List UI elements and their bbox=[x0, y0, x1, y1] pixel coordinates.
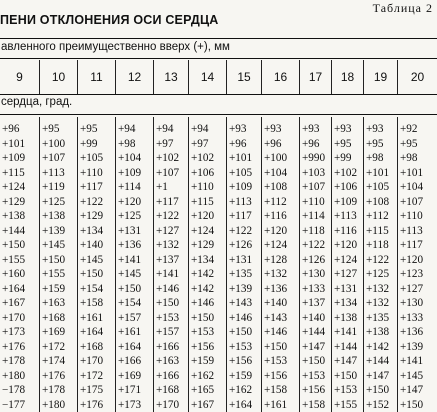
table-cell: +155 bbox=[332, 398, 363, 412]
table-cell: +165 bbox=[189, 383, 226, 398]
table-cell: +93 bbox=[364, 122, 397, 137]
table-cell: +169 bbox=[40, 325, 77, 340]
table-cell: +167 bbox=[189, 398, 226, 412]
table-cell: +158 bbox=[262, 383, 299, 398]
table-cell: +102 bbox=[154, 151, 188, 166]
table-cell: +157 bbox=[116, 311, 153, 326]
table-cell: +103 bbox=[300, 166, 331, 181]
table-cell: +150 bbox=[78, 267, 115, 282]
table-cell: +96 bbox=[300, 137, 331, 152]
table-cell: +155 bbox=[40, 267, 77, 282]
table-cell: +156 bbox=[300, 383, 331, 398]
table-cell: +129 bbox=[189, 238, 226, 253]
column-header: 16 bbox=[261, 60, 299, 94]
table-cell: +150 bbox=[262, 340, 299, 355]
table-cell: +113 bbox=[398, 224, 437, 239]
table-cell: +110 bbox=[189, 180, 226, 195]
table-cell: +170 bbox=[0, 311, 39, 326]
table-cell: +125 bbox=[116, 209, 153, 224]
table-cell: +172 bbox=[78, 369, 115, 384]
table-cell: +166 bbox=[154, 369, 188, 384]
header-bottom-rule bbox=[0, 94, 437, 95]
table-cell: +120 bbox=[189, 209, 226, 224]
table-cell: +116 bbox=[332, 224, 363, 239]
table-cell: +135 bbox=[227, 267, 261, 282]
table-cell: +107 bbox=[300, 180, 331, 195]
table-cell: +105 bbox=[78, 151, 115, 166]
table-cell: +153 bbox=[227, 340, 261, 355]
table-cell: +101 bbox=[364, 166, 397, 181]
table-cell: +126 bbox=[300, 253, 331, 268]
table-cell: +153 bbox=[300, 369, 331, 384]
body-top-rule bbox=[0, 114, 437, 115]
column-header: 15 bbox=[226, 60, 261, 94]
table-cell: +108 bbox=[364, 195, 397, 210]
table-cell: +175 bbox=[78, 383, 115, 398]
column-header: 13 bbox=[153, 60, 188, 94]
column-header: 19 bbox=[363, 60, 397, 94]
table-cell: +122 bbox=[364, 253, 397, 268]
table-cell: +139 bbox=[227, 282, 261, 297]
table-cell: +107 bbox=[398, 195, 437, 210]
table-cell: +107 bbox=[154, 166, 188, 181]
table-cell: +96 bbox=[262, 137, 299, 152]
table-cell: +170 bbox=[78, 354, 115, 369]
table-cell: +104 bbox=[262, 166, 299, 181]
table-cell: +130 bbox=[398, 296, 437, 311]
table-cell: +145 bbox=[398, 369, 437, 384]
table-cell: +137 bbox=[300, 296, 331, 311]
table-cell: +144 bbox=[0, 224, 39, 239]
table-cell: +178 bbox=[40, 383, 77, 398]
table-column bbox=[115, 117, 153, 412]
table-column bbox=[299, 117, 331, 412]
table-cell: +156 bbox=[262, 369, 299, 384]
angle-heading: сердца, град. bbox=[1, 96, 72, 108]
table-cell: +134 bbox=[332, 296, 363, 311]
table-cell: +99 bbox=[332, 151, 363, 166]
table-cell: +176 bbox=[40, 369, 77, 384]
table-cell: +119 bbox=[40, 180, 77, 195]
table-cell: +164 bbox=[0, 282, 39, 297]
table-cell: +129 bbox=[78, 209, 115, 224]
table-cell: +92 bbox=[398, 122, 437, 137]
table-cell: +990 bbox=[300, 151, 331, 166]
table-cell: +150 bbox=[398, 398, 437, 412]
table-cell: +132 bbox=[154, 238, 188, 253]
table-cell: +144 bbox=[300, 325, 331, 340]
table-cell: +145 bbox=[40, 238, 77, 253]
table-cell: +122 bbox=[154, 209, 188, 224]
table-column bbox=[39, 117, 77, 412]
table-cell: +153 bbox=[154, 311, 188, 326]
table-cell: +154 bbox=[78, 282, 115, 297]
table-cell: +150 bbox=[154, 296, 188, 311]
table-cell: +124 bbox=[262, 238, 299, 253]
table-cell: +120 bbox=[332, 238, 363, 253]
table-cell: +140 bbox=[78, 238, 115, 253]
table-cell: +171 bbox=[116, 383, 153, 398]
table-cell: +117 bbox=[227, 209, 261, 224]
table-cell: +166 bbox=[154, 340, 188, 355]
table-cell: +147 bbox=[300, 340, 331, 355]
table-cell: +127 bbox=[154, 224, 188, 239]
table-cell: +122 bbox=[300, 238, 331, 253]
table-cell: +138 bbox=[40, 209, 77, 224]
column-header: 18 bbox=[331, 60, 363, 94]
table-cell: +100 bbox=[262, 151, 299, 166]
table-cell: +125 bbox=[40, 195, 77, 210]
table-cell: +139 bbox=[398, 340, 437, 355]
table-cell: +114 bbox=[116, 180, 153, 195]
table-cell: +172 bbox=[40, 340, 77, 355]
table-cell: +112 bbox=[262, 195, 299, 210]
table-cell: +102 bbox=[332, 166, 363, 181]
table-cell: +145 bbox=[78, 253, 115, 268]
table-cell: +153 bbox=[332, 383, 363, 398]
table-cell: +118 bbox=[364, 238, 397, 253]
table-number-label: Таблица 2 bbox=[373, 1, 433, 16]
column-header: 20 bbox=[397, 60, 437, 94]
table-cell: +127 bbox=[398, 282, 437, 297]
table-cell: +110 bbox=[300, 195, 331, 210]
table-column bbox=[226, 117, 261, 412]
table-cell: +94 bbox=[189, 122, 226, 137]
table-cell: +113 bbox=[40, 166, 77, 181]
table-cell: +139 bbox=[40, 224, 77, 239]
table-column bbox=[153, 117, 188, 412]
table-cell: +150 bbox=[116, 282, 153, 297]
table-cell: +120 bbox=[262, 224, 299, 239]
table-cell: +173 bbox=[116, 398, 153, 412]
table-cell: +95 bbox=[78, 122, 115, 137]
table-cell: +143 bbox=[227, 296, 261, 311]
table-cell: +146 bbox=[262, 325, 299, 340]
table-cell: +110 bbox=[398, 209, 437, 224]
table-column bbox=[363, 117, 397, 412]
table-cell: +98 bbox=[398, 151, 437, 166]
table-cell: +136 bbox=[398, 325, 437, 340]
table-cell: +96 bbox=[0, 122, 39, 137]
table-cell: +117 bbox=[78, 180, 115, 195]
table-cell: +97 bbox=[189, 137, 226, 152]
table-cell: +178 bbox=[0, 354, 39, 369]
table-cell: +114 bbox=[300, 209, 331, 224]
table-cell: +142 bbox=[364, 340, 397, 355]
table-cell: +133 bbox=[300, 282, 331, 297]
table-cell: +161 bbox=[116, 325, 153, 340]
table-cell: +131 bbox=[332, 282, 363, 297]
table-cell: +125 bbox=[364, 267, 397, 282]
table-cell: +137 bbox=[154, 253, 188, 268]
table-cell: +146 bbox=[189, 296, 226, 311]
table-cell: +124 bbox=[332, 253, 363, 268]
table-column bbox=[331, 117, 363, 412]
table-cell: +156 bbox=[189, 340, 226, 355]
column-header-row bbox=[0, 60, 437, 94]
table-cell: +1 bbox=[154, 180, 188, 195]
table-cell: +95 bbox=[398, 137, 437, 152]
table-cell: +101 bbox=[398, 166, 437, 181]
table-cell: +98 bbox=[116, 137, 153, 152]
table-cell: +170 bbox=[154, 398, 188, 412]
table-cell: +99 bbox=[78, 137, 115, 152]
table-cell: +138 bbox=[332, 311, 363, 326]
table-cell: +141 bbox=[154, 267, 188, 282]
table-cell: +97 bbox=[154, 137, 188, 152]
table-cell: +167 bbox=[0, 296, 39, 311]
column-header: 11 bbox=[77, 60, 115, 94]
table-cell: +162 bbox=[227, 383, 261, 398]
table-cell: +146 bbox=[227, 311, 261, 326]
table-cell: +150 bbox=[227, 325, 261, 340]
table-cell: +169 bbox=[116, 369, 153, 384]
table-cell: +140 bbox=[300, 311, 331, 326]
table-cell: +120 bbox=[116, 195, 153, 210]
table-cell: +123 bbox=[398, 267, 437, 282]
table-cell: +100 bbox=[40, 137, 77, 152]
table-cell: +168 bbox=[154, 383, 188, 398]
table-cell: +131 bbox=[116, 224, 153, 239]
table-cell: +159 bbox=[227, 369, 261, 384]
table-cell: +95 bbox=[40, 122, 77, 137]
table-cell: +133 bbox=[398, 311, 437, 326]
table-cell: +132 bbox=[364, 296, 397, 311]
column-header: 12 bbox=[115, 60, 153, 94]
table-cell: +150 bbox=[364, 383, 397, 398]
table-cell: +126 bbox=[227, 238, 261, 253]
table-column bbox=[397, 117, 437, 412]
table-cell: +94 bbox=[154, 122, 188, 137]
table-cell: +93 bbox=[227, 122, 261, 137]
table-cell: +150 bbox=[332, 369, 363, 384]
table-cell: +142 bbox=[189, 282, 226, 297]
table-cell: +113 bbox=[227, 195, 261, 210]
table-cell: +120 bbox=[398, 253, 437, 268]
table-cell: +163 bbox=[154, 354, 188, 369]
table-cell: +117 bbox=[154, 195, 188, 210]
table-cell: +141 bbox=[398, 354, 437, 369]
table-cell: +115 bbox=[364, 224, 397, 239]
table-cell: +147 bbox=[364, 369, 397, 384]
table-cell: +176 bbox=[0, 340, 39, 355]
table-cell: +95 bbox=[332, 137, 363, 152]
table-cell: +142 bbox=[189, 267, 226, 282]
table-cell: +155 bbox=[0, 253, 39, 268]
table-cell: +124 bbox=[0, 180, 39, 195]
table-cell: +136 bbox=[116, 238, 153, 253]
table-cell: +113 bbox=[332, 209, 363, 224]
table-cell: +109 bbox=[0, 151, 39, 166]
heading-rule bbox=[0, 58, 437, 59]
table-cell: +150 bbox=[40, 253, 77, 268]
table-cell: +146 bbox=[154, 282, 188, 297]
column-group-heading: авленного преимущественно вверх (+), мм bbox=[1, 41, 230, 53]
table-cell: +154 bbox=[116, 296, 153, 311]
table-cell: +93 bbox=[262, 122, 299, 137]
table-cell: +109 bbox=[227, 180, 261, 195]
table-cell: +144 bbox=[364, 354, 397, 369]
table-cell: +144 bbox=[332, 340, 363, 355]
table-cell: +105 bbox=[364, 180, 397, 195]
table-cell: +96 bbox=[227, 137, 261, 152]
table-cell: +147 bbox=[398, 383, 437, 398]
table-cell: +115 bbox=[0, 166, 39, 181]
table-cell: +152 bbox=[364, 398, 397, 412]
table-cell: +163 bbox=[40, 296, 77, 311]
table-cell: +134 bbox=[189, 253, 226, 268]
column-header: 9 bbox=[0, 60, 39, 94]
table-cell: +145 bbox=[116, 267, 153, 282]
table-cell: +159 bbox=[40, 282, 77, 297]
table-cell: +93 bbox=[300, 122, 331, 137]
table-cell: +131 bbox=[227, 253, 261, 268]
table-cell: +93 bbox=[332, 122, 363, 137]
table-cell: +122 bbox=[78, 195, 115, 210]
table-cell: +102 bbox=[189, 151, 226, 166]
column-header: 17 bbox=[299, 60, 331, 94]
table-cell: +161 bbox=[262, 398, 299, 412]
table-cell: +153 bbox=[189, 325, 226, 340]
table-cell: +109 bbox=[116, 166, 153, 181]
table-cell: +98 bbox=[364, 151, 397, 166]
table-cell: +104 bbox=[116, 151, 153, 166]
table-cell: +180 bbox=[40, 398, 77, 412]
table-cell: +134 bbox=[78, 224, 115, 239]
table-cell: +95 bbox=[364, 137, 397, 152]
table-cell: +143 bbox=[262, 311, 299, 326]
table-cell: +168 bbox=[78, 340, 115, 355]
table-cell: +132 bbox=[364, 282, 397, 297]
column-header: 10 bbox=[39, 60, 77, 94]
table-cell: +107 bbox=[40, 151, 77, 166]
table-cell: +94 bbox=[116, 122, 153, 137]
table-cell: +127 bbox=[332, 267, 363, 282]
top-rule bbox=[0, 38, 437, 39]
column-header: 14 bbox=[188, 60, 226, 94]
table-cell: +132 bbox=[262, 267, 299, 282]
table-cell: +115 bbox=[189, 195, 226, 210]
table-cell: +166 bbox=[116, 354, 153, 369]
table-cell: +150 bbox=[189, 311, 226, 326]
table-cell: +110 bbox=[78, 166, 115, 181]
table-cell: +176 bbox=[78, 398, 115, 412]
table-cell: +174 bbox=[40, 354, 77, 369]
table-cell: +104 bbox=[398, 180, 437, 195]
table-cell: +164 bbox=[227, 398, 261, 412]
table-column bbox=[77, 117, 115, 412]
table-cell: +138 bbox=[0, 209, 39, 224]
table-cell: +124 bbox=[189, 224, 226, 239]
table-title: ПЕНИ ОТКЛОНЕНИЯ ОСИ СЕРДЦА bbox=[0, 13, 219, 27]
table-cell: +138 bbox=[364, 325, 397, 340]
table-cell: +153 bbox=[262, 354, 299, 369]
table-cell: +112 bbox=[364, 209, 397, 224]
table-cell: +158 bbox=[78, 296, 115, 311]
table-cell: +106 bbox=[332, 180, 363, 195]
table-cell: −177 bbox=[0, 398, 39, 412]
table-cell: +108 bbox=[262, 180, 299, 195]
table-cell: +101 bbox=[227, 151, 261, 166]
table-cell: +118 bbox=[300, 224, 331, 239]
table-cell: +150 bbox=[0, 238, 39, 253]
table-cell: +109 bbox=[332, 195, 363, 210]
table-cell: +122 bbox=[227, 224, 261, 239]
table-cell: +156 bbox=[227, 354, 261, 369]
table-cell: +135 bbox=[364, 311, 397, 326]
table-cell: +141 bbox=[332, 325, 363, 340]
table-column bbox=[188, 117, 226, 412]
table-cell: +161 bbox=[78, 311, 115, 326]
table-body bbox=[0, 117, 437, 412]
table-cell: +140 bbox=[262, 296, 299, 311]
table-column bbox=[261, 117, 299, 412]
table-cell: +160 bbox=[0, 267, 39, 282]
table-cell: +162 bbox=[189, 369, 226, 384]
table-cell: +117 bbox=[398, 238, 437, 253]
table-cell: +173 bbox=[0, 325, 39, 340]
table-cell: −178 bbox=[0, 383, 39, 398]
table-cell: +180 bbox=[0, 369, 39, 384]
table-cell: +150 bbox=[300, 354, 331, 369]
table-cell: +105 bbox=[227, 166, 261, 181]
table-cell: +106 bbox=[189, 166, 226, 181]
table-cell: +141 bbox=[116, 253, 153, 268]
table-cell: +136 bbox=[262, 282, 299, 297]
table-cell: +147 bbox=[332, 354, 363, 369]
table-cell: +116 bbox=[262, 209, 299, 224]
table-cell: +101 bbox=[0, 137, 39, 152]
table-cell: +159 bbox=[189, 354, 226, 369]
table-cell: +164 bbox=[116, 340, 153, 355]
table-cell: +164 bbox=[78, 325, 115, 340]
table-cell: +168 bbox=[40, 311, 77, 326]
table-cell: +158 bbox=[300, 398, 331, 412]
table-cell: +129 bbox=[0, 195, 39, 210]
table-column bbox=[0, 117, 39, 412]
table-cell: +157 bbox=[154, 325, 188, 340]
table-cell: +130 bbox=[300, 267, 331, 282]
table-cell: +128 bbox=[262, 253, 299, 268]
